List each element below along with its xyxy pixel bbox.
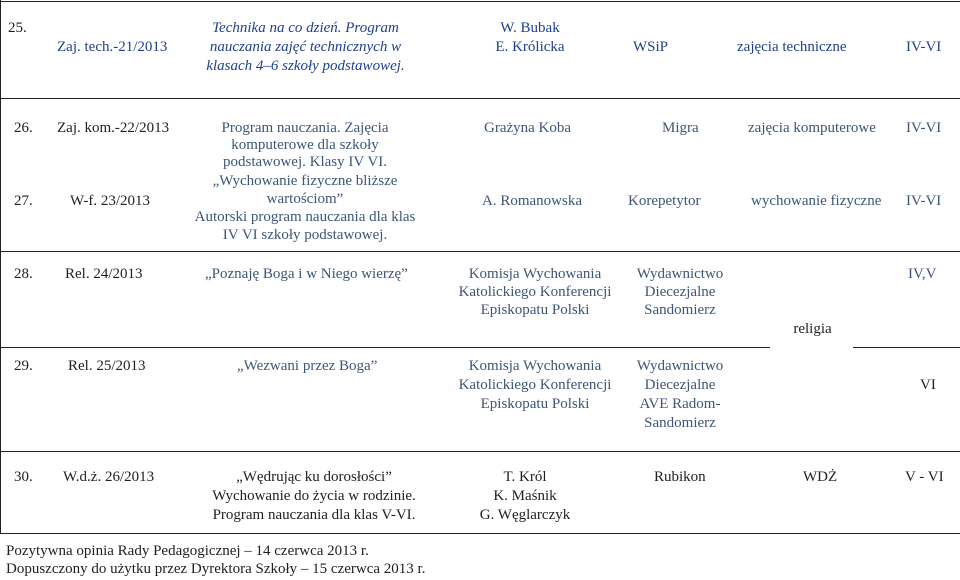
row-26-number: 26. bbox=[14, 120, 33, 136]
row-30-title-line3: Program nauczania dla klas V-VI. bbox=[212, 507, 416, 523]
row-divider-29 bbox=[0, 451, 960, 452]
row-25-title-line2: nauczania zajęć technicznych w bbox=[209, 39, 402, 55]
row-29-publisher-line4: Sandomierz bbox=[644, 415, 716, 431]
row-27-number: 27. bbox=[14, 193, 33, 209]
row-26-subject: zajęcia komputerowe bbox=[748, 120, 876, 136]
row-29-level: VI bbox=[920, 377, 936, 393]
row-28-author-line1: Komisja Wychowania bbox=[468, 266, 602, 282]
row-30-publisher: Rubikon bbox=[654, 469, 706, 485]
row-divider-27 bbox=[0, 251, 960, 252]
row-29-title: „Wezwani przez Boga” bbox=[237, 358, 378, 374]
row-28-number: 28. bbox=[14, 266, 33, 282]
row-28-code: Rel. 24/2013 bbox=[65, 266, 143, 282]
row-26-author: Grażyna Koba bbox=[484, 120, 572, 136]
column-divider-left bbox=[0, 0, 1, 534]
row-27-level: IV-VI bbox=[906, 193, 942, 209]
footer-opinion-note: Pozytywna opinia Rady Pedagogicznej – 14 czerwca 2013 r. bbox=[6, 543, 369, 559]
row-28-author-line2: Katolickiego Konferencji bbox=[458, 284, 612, 300]
row-29-author-line1: Komisja Wychowania bbox=[468, 358, 602, 374]
row-29-publisher-line1: Wydawnictwo bbox=[636, 358, 724, 374]
row-27-code: W-f. 23/2013 bbox=[70, 193, 150, 209]
row-30-code: W.d.ż. 26/2013 bbox=[63, 469, 155, 485]
row-29-publisher-line2: Diecezjalne bbox=[644, 377, 716, 393]
row-25-title-line3: klasach 4–6 szkoły podstawowej. bbox=[206, 58, 405, 74]
row-27-subject: wychowanie fizyczne bbox=[751, 193, 882, 209]
row-26-title-line2: komputerowe dla szkoły bbox=[231, 137, 379, 153]
row-30-title-line2: Wychowanie do życia w rodzinie. bbox=[212, 488, 416, 504]
row-30-author-line2: K. Maśnik bbox=[493, 488, 557, 504]
row-27-author: A. Romanowska bbox=[482, 193, 582, 209]
row-30-level: V - VI bbox=[905, 469, 944, 485]
row-28-publisher-line1: Wydawnictwo bbox=[636, 266, 724, 282]
row-25-subject: zajęcia techniczne bbox=[737, 39, 847, 55]
row-25-code: Zaj. tech.-21/2013 bbox=[57, 39, 168, 55]
row-26-title-line3: podstawowej. Klasy IV VI. bbox=[222, 154, 387, 170]
row-30-title-line1: „Wędrując ku dorosłości” bbox=[236, 469, 392, 485]
row-25-title-line1: Technika na co dzień. Program bbox=[212, 20, 399, 36]
row-26-title-line1: Program nauczania. Zajęcia bbox=[221, 120, 389, 136]
row-29-code: Rel. 25/2013 bbox=[68, 358, 146, 374]
row-29-publisher-line3: AVE Radom- bbox=[639, 396, 721, 412]
row-25-author1: W. Bubak bbox=[500, 20, 560, 36]
row-27-title-line3: Autorski program nauczania dla klas bbox=[194, 209, 416, 225]
row-30-number: 30. bbox=[14, 469, 33, 485]
row-divider-29-level bbox=[853, 347, 960, 348]
row-divider-25 bbox=[0, 98, 960, 99]
row-25-author2: E. Królicka bbox=[495, 39, 565, 55]
row-29-number: 29. bbox=[14, 358, 33, 374]
row-27-publisher: Korepetytor bbox=[628, 193, 701, 209]
row-27-title-line4: IV VI szkoły podstawowej. bbox=[222, 227, 388, 243]
row-29-author-line3: Episkopatu Polski bbox=[480, 396, 590, 412]
row-29-author-line2: Katolickiego Konferencji bbox=[458, 377, 612, 393]
religion-subject: religia bbox=[793, 321, 832, 337]
row-28-level: IV,V bbox=[908, 266, 937, 282]
row-25-publisher: WSiP bbox=[633, 39, 669, 55]
row-26-code: Zaj. kom.-22/2013 bbox=[57, 120, 170, 136]
row-30-subject: WDŻ bbox=[803, 469, 838, 485]
footer-approval-note: Dopuszczony do użytku przez Dyrektora Szkoły – 15 czerwca 2013 r. bbox=[6, 561, 426, 577]
row-divider-30 bbox=[0, 533, 960, 534]
row-30-author-line1: T. Król bbox=[503, 469, 547, 485]
row-27-title-line2: wartościom” bbox=[266, 191, 344, 207]
row-30-author-line3: G. Węglarczyk bbox=[479, 507, 571, 523]
row-28-publisher-line3: Sandomierz bbox=[644, 302, 716, 318]
row-28-author-line3: Episkopatu Polski bbox=[480, 302, 590, 318]
row-27-title-line1: „Wychowanie fizyczne bliższe bbox=[212, 173, 398, 189]
row-25-number: 25. bbox=[8, 20, 27, 36]
row-26-publisher: Migra bbox=[662, 120, 699, 136]
row-divider-28-29 bbox=[0, 347, 770, 348]
row-divider-top bbox=[0, 1, 960, 2]
row-25-level: IV-VI bbox=[906, 39, 942, 55]
row-28-publisher-line2: Diecezjalne bbox=[644, 284, 716, 300]
row-28-title: „Poznaję Boga i w Niego wierzę” bbox=[205, 266, 408, 282]
row-26-level: IV-VI bbox=[906, 120, 942, 136]
